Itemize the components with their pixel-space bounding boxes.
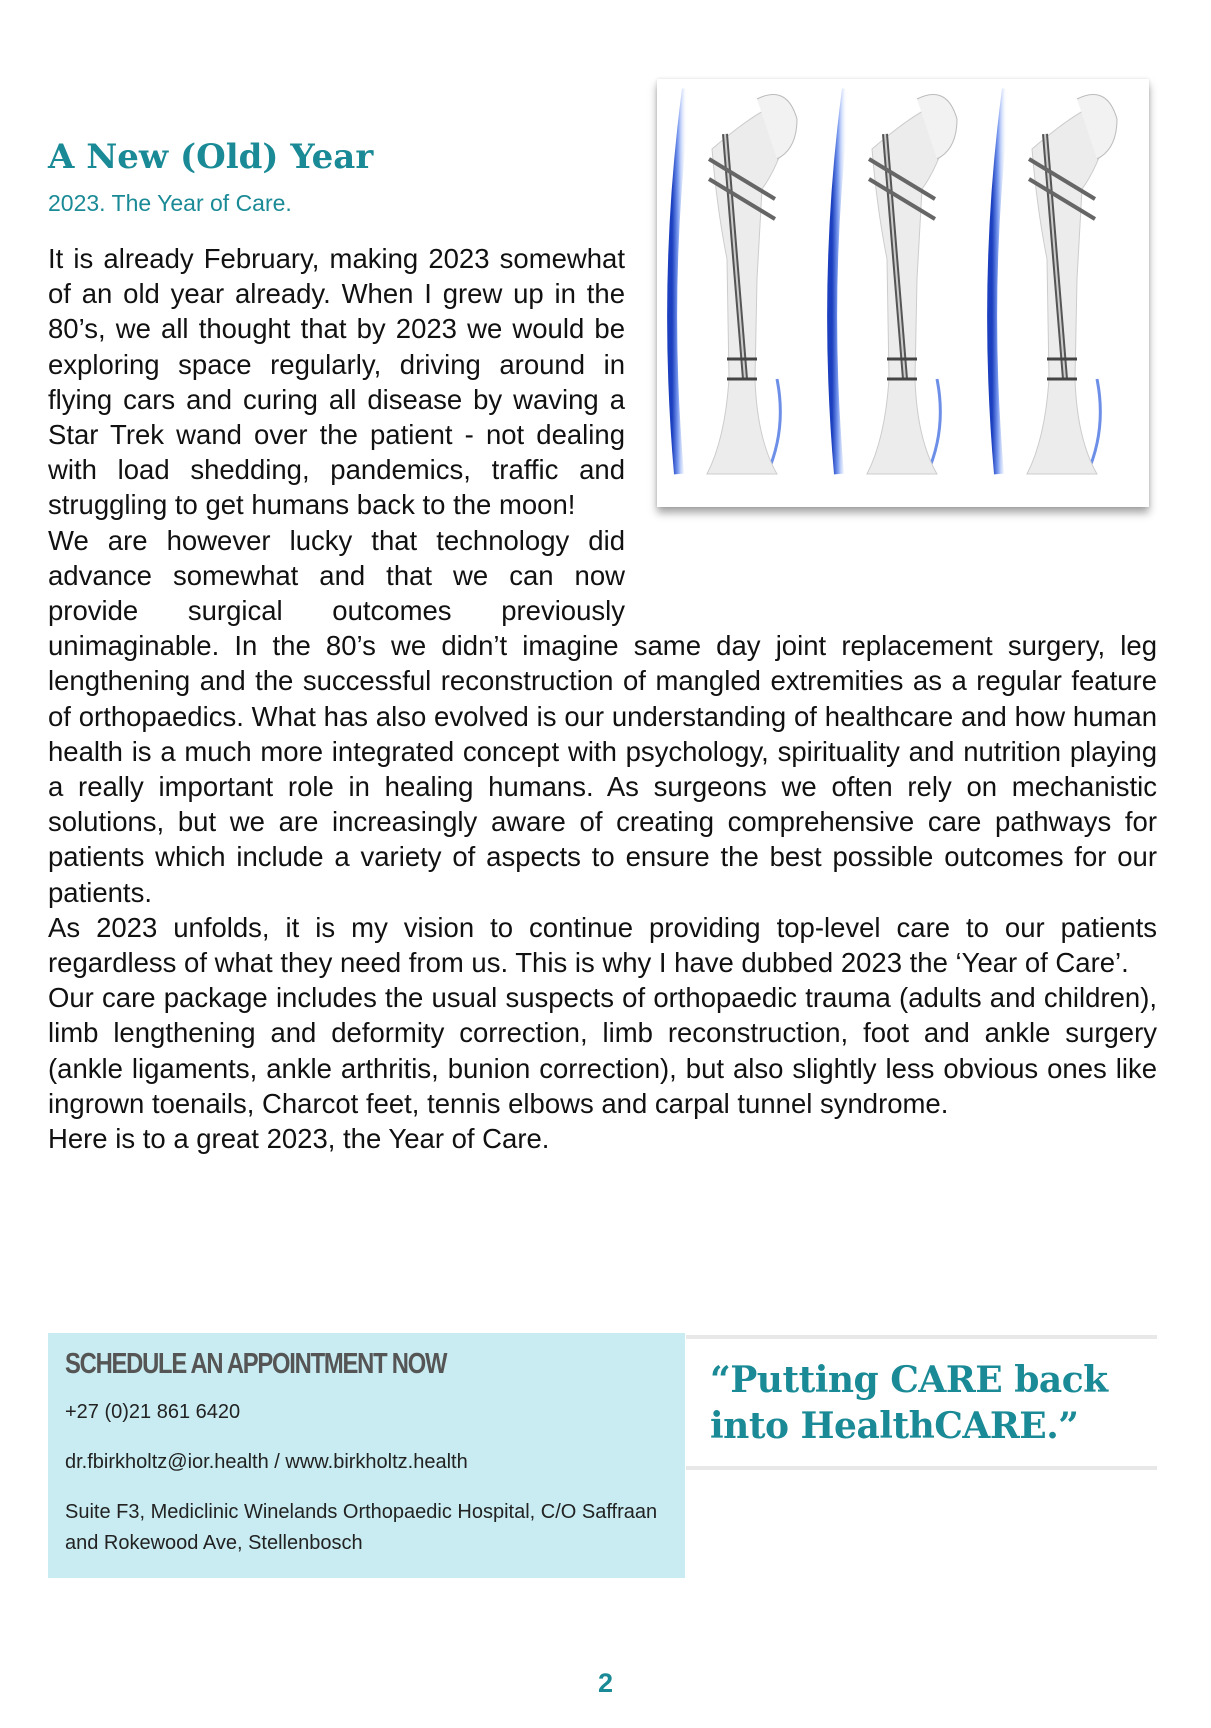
appointment-box — [48, 1333, 685, 1578]
paragraph: We are however lucky that technology did advance somewhat and that we can now provide surgical outcomes previously unimaginable. In the 80’s we didn’t imagine same day joint replacement surgery, leg lengthening and the successful reconstruction of mangled extremities as a regular feature of orthopaedics. What has also evolved is our understanding of healthcare and how human health is a much more integrated concept with psychology, spirituality and nutrition playing a really important role in healing humans. As surgeons we often rely on mechanistic solutions, but we are increasingly aware of creating comprehensive care pathways for patients which include a variety of aspects to ensure the best possible outcomes for our patients. — [48, 524, 1157, 908]
phone-number[interactable]: +27 (0)21 861 6420 — [65, 1401, 241, 1423]
paragraph: It is already February, making 2023 somewhat of an old year already. When I grew up in the 80’s, we all thought that by 2023 we would be exploring space regularly, driving around in flying cars and curing all disease by waving a Star Trek wand over the patient - not dealing with load shedding, pandemics, traffic and struggling to get humans back to the moon! — [48, 243, 625, 521]
page-number: 2 — [597, 1668, 614, 1698]
contact-email-website[interactable]: dr.fbirkholtz@ior.health / www.birkholtz.health — [65, 1451, 468, 1473]
paragraph: Our care package includes the usual suspects of orthopaedic trauma (adults and children), limb lengthening and deformity correction, limb reconstruction, foot and ankle surgery (ankle ligaments, ankle arthritis, bunion correction), but also slightly less obvious ones like ingrown toenails, Charcot feet, tennis elbows and carpal tunnel syndrome. — [48, 982, 1157, 1119]
article-subtitle: 2023. The Year of Care. — [48, 190, 292, 216]
appointment-heading: SCHEDULE AN APPOINTMENT NOW — [65, 1348, 447, 1380]
article — [48, 79, 1157, 1156]
paragraph: As 2023 unfolds, it is my vision to continue providing top-level care to our patients regardless of what they need from us. This is why I have dubbed 2023 the ‘Year of Care’. — [48, 911, 1157, 979]
quote-line-2: into HealthCARE.” — [710, 1405, 1079, 1447]
article-title: A New (Old) Year — [48, 137, 374, 177]
address: Suite F3, Mediclinic Winelands Orthopaedic Hospital, C/O Saffraan and Rokewood Ave, Stellenbosch — [65, 1501, 658, 1554]
quote-line-1: “Putting CARE back — [710, 1359, 1108, 1401]
intramedullary-nail-image — [657, 79, 1149, 507]
pull-quote — [686, 1335, 1157, 1470]
paragraph: Here is to a great 2023, the Year of Care. — [48, 1123, 550, 1155]
femur-nail-illustration — [657, 79, 1157, 599]
